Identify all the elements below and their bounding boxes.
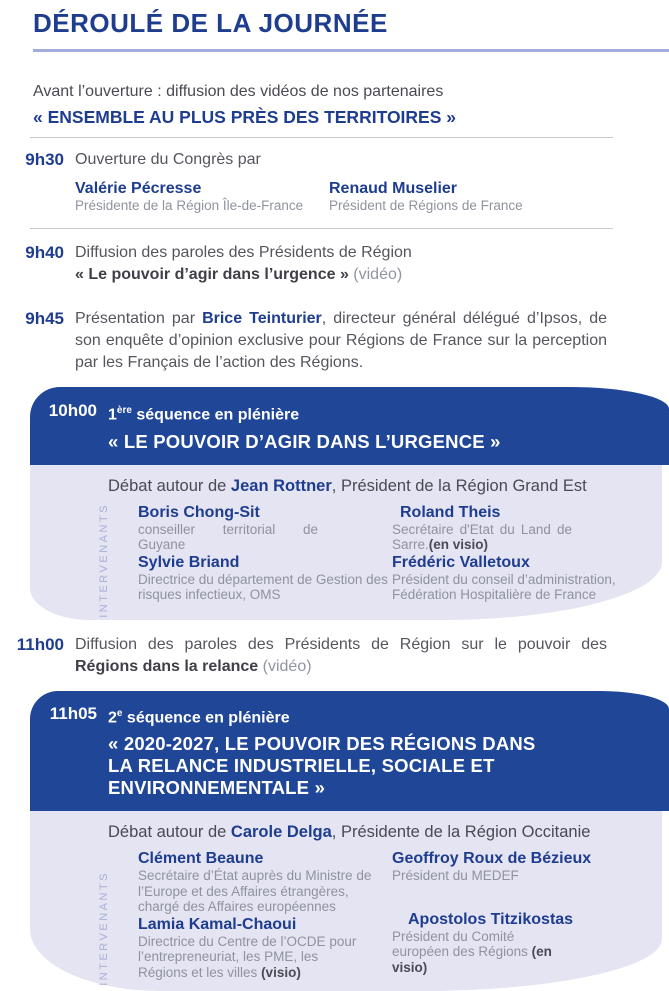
intro-line: Avant l’ouverture : diffusion des vidéos de nos partenaires (33, 83, 444, 100)
moderator-name: Jean Rottner (230, 476, 332, 495)
speaker-name: Boris Chong-Sit (138, 503, 260, 521)
item-text: Diffusion des paroles des Présidents de Région (75, 243, 412, 261)
speaker-name: Renaud Muselier (329, 180, 458, 197)
sequence-label (108, 703, 640, 728)
speaker (392, 554, 662, 603)
speaker-column-left (138, 850, 392, 981)
speaker (138, 554, 392, 603)
seq-number: 2 (108, 709, 117, 727)
visio-note: (en visio) (428, 537, 489, 553)
speaker-columns (138, 850, 662, 981)
video-note: (vidéo) (258, 657, 312, 675)
separator (30, 137, 613, 138)
speaker-role: conseiller territorial de Guyane (138, 521, 318, 553)
time-label: 9h45 (25, 308, 64, 328)
title-rule (33, 49, 669, 52)
text-after: , Président de la Région Grand Est (331, 476, 587, 495)
session-title-line: « 2020-2027, LE POUVOIR DES RÉGIONS DANS (108, 733, 536, 755)
session-title-line: LA RELANCE INDUSTRIELLE, SOCIALE ET (108, 755, 495, 777)
visio-note: (en visio) (392, 944, 552, 975)
speaker-role (392, 929, 554, 976)
session-title (108, 733, 640, 799)
session-banner-10h00 (30, 387, 669, 465)
debate-line (108, 822, 662, 843)
video-note: (vidéo) (348, 265, 403, 283)
item-subtitle (75, 264, 607, 286)
time-label: 11h05 (49, 703, 97, 723)
seq-ordinal: ère (116, 404, 132, 416)
speaker (392, 911, 662, 976)
moderator-name: Carole Delga (230, 823, 332, 842)
speaker-name: Clément Beaune (138, 850, 264, 868)
speaker (138, 504, 392, 553)
role-text: Président du Comité européen des Régions (392, 928, 532, 960)
opening-speakers (75, 180, 607, 215)
speaker-name: Apostolos Titzikostas (408, 910, 574, 928)
speaker-name: Roland Theis (400, 503, 501, 521)
speaker-role: Directrice du département de Gestion des risques infectieux, OMS (138, 571, 388, 603)
session-panel-2 (30, 811, 662, 991)
separator (30, 228, 613, 229)
time-label: 9h30 (25, 150, 64, 169)
time-label: 10h00 (48, 400, 97, 420)
speaker-role (392, 522, 572, 553)
speaker-name: Geoffroy Roux de Bézieux (392, 850, 592, 868)
speaker (75, 180, 329, 214)
schedule-item-9h40 (0, 242, 669, 286)
time-label: 11h00 (16, 634, 64, 654)
speaker-name: Sylvie Briand (138, 553, 240, 571)
speaker-role: Secrétaire d’État auprès du Ministre de l’Europe et des Affaires étrangères, chargé des Affaires européennes (138, 868, 372, 915)
speaker-column-left (138, 504, 392, 604)
role-text: Directrice du Centre de l’OCDE pour l’entrepreneuriat, les PME, les Régions et les villes (138, 933, 357, 980)
speaker-columns (138, 504, 662, 604)
schedule-item-11h00 (0, 634, 669, 678)
speaker-column-right (392, 504, 662, 604)
time-label: 9h40 (25, 242, 64, 262)
video-title: Régions dans la relance (75, 657, 259, 675)
schedule-item-9h45 (0, 308, 669, 374)
visio-note: (visio) (261, 964, 301, 980)
speaker-column-right (392, 850, 662, 981)
speaker-name: Frédéric Valletoux (392, 553, 530, 571)
speaker-name: Lamia Kamal-Chaoui (138, 915, 297, 933)
speaker-name: Valérie Pécresse (75, 180, 202, 197)
page-title: DÉROULÉ DE LA JOURNÉE (33, 8, 388, 38)
role-text: Secrétaire d'Etat du Land de Sarre. (392, 521, 572, 553)
seq-ordinal: e (116, 707, 123, 719)
sequence-label (108, 400, 640, 425)
speaker-role: Président du MEDEF (392, 868, 519, 884)
intervenants-label: INTERVENANTS (98, 502, 110, 618)
seq-text: séquence en plénière (131, 405, 300, 423)
item-text: Ouverture du Congrès par (75, 151, 261, 168)
speaker (329, 180, 523, 214)
schedule-item-9h30 (0, 149, 669, 215)
speaker-role: Présidente de la Région Île-de-France (75, 198, 304, 213)
session-title-line: ENVIRONNEMENTALE » (108, 777, 326, 799)
video-title: « Le pouvoir d’agir dans l’urgence » (75, 265, 349, 283)
intro-heading: « ENSEMBLE AU PLUS PRÈS DES TERRITOIRES » (33, 107, 456, 127)
intro-block (33, 82, 669, 128)
text-before: Débat autour de (108, 823, 231, 842)
session-panel-1 (30, 465, 662, 620)
item-text: Diffusion des paroles des Présidents de Région sur le pouvoir des (75, 635, 607, 653)
intervenants-label: INTERVENANTS (98, 871, 110, 986)
item-subtitle (75, 656, 607, 678)
seq-text: séquence en plénière (122, 709, 290, 727)
session-banner-11h05 (30, 691, 669, 811)
speaker (138, 850, 392, 915)
session-title: « LE POUVOIR D’AGIR DANS L’URGENCE » (108, 430, 501, 452)
speaker-role (138, 934, 363, 981)
speaker-role: Président de Régions de France (329, 198, 523, 213)
speaker (138, 916, 392, 981)
seq-number: 1 (108, 405, 117, 423)
highlight-name: Brice Teinturier (202, 309, 322, 327)
speaker (392, 504, 662, 553)
text-before: Débat autour de (108, 476, 231, 495)
text-after: , Présidente de la Région Occitanie (331, 823, 591, 842)
text-before: Présentation par (75, 309, 203, 327)
speaker-role: Président du conseil d’administration, Fédération Hospitalière de France (392, 571, 616, 603)
speaker (392, 850, 662, 884)
item-text (75, 308, 607, 374)
text-after: , directeur général délégué d’Ipsos, de son enquête d’opinion exclusive pour Régions de France sur la perception par les Français de l’action des Régions. (75, 309, 607, 371)
debate-line (108, 476, 662, 497)
